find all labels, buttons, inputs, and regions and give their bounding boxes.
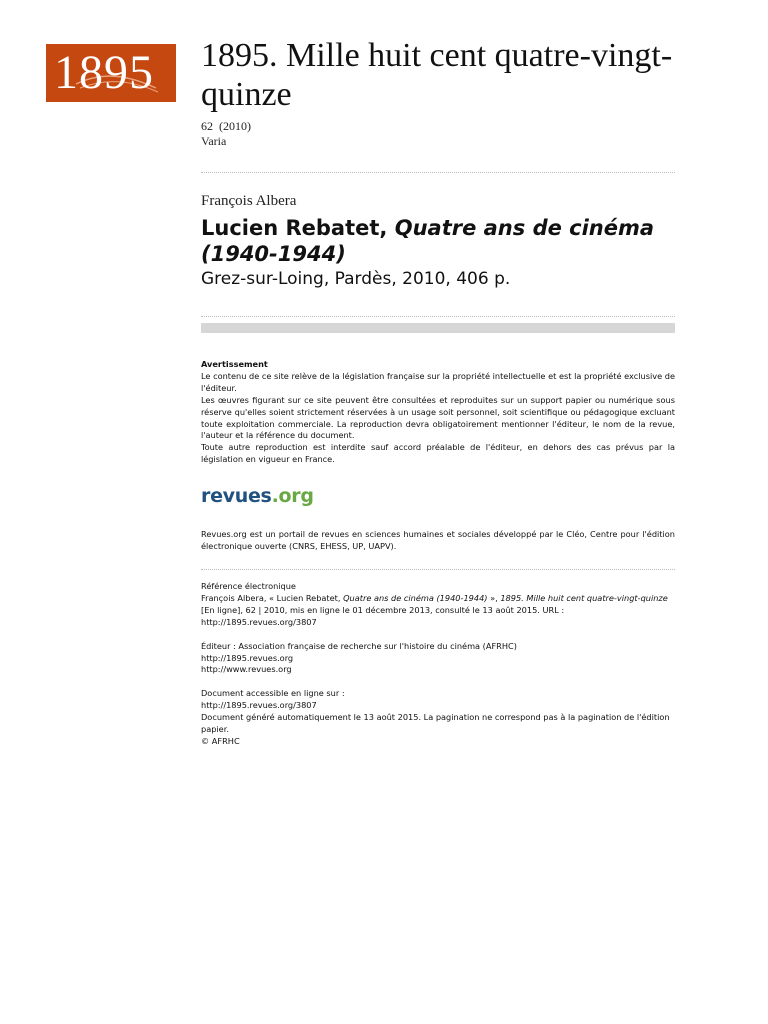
logo-text: 1895	[54, 46, 154, 99]
about-text: Revues.org est un portail de revues en sciences humaines et sociales développé par le Cléo, Centre pour l'édition électronique ouverte (CNRS, EHESS, UP, UAPV).	[201, 529, 675, 551]
issue-info	[201, 119, 251, 149]
article-title	[201, 215, 675, 267]
revues-logo[interactable]	[201, 485, 314, 507]
reference-block	[201, 581, 675, 748]
publisher-line: Éditeur : Association française de recherche sur l'histoire du cinéma (AFRHC)	[201, 640, 517, 651]
warning-paragraph: Le contenu de ce site relève de la législation française sur la propriété intellectuelle et est la propriété exclusive de l'éditeur.	[201, 370, 675, 393]
journal-logo	[46, 44, 176, 102]
warning-paragraph: Toute autre reproduction est interdite sauf accord préalable de l'éditeur, en dehors des cas prévus par la législation en vigueur en France.	[201, 442, 675, 465]
reference-citation	[201, 593, 675, 629]
warning-title: Avertissement	[201, 359, 268, 369]
available-url[interactable]: http://1895.revues.org/3807	[201, 700, 317, 711]
available-heading: Document accessible en ligne sur :	[201, 688, 345, 699]
warning-block	[201, 359, 675, 466]
divider	[201, 316, 675, 317]
article-subtitle: Grez-sur-Loing, Pardès, 2010, 406 p.	[201, 269, 511, 289]
revues-logo-part1: revues	[201, 485, 272, 507]
article-author: François Albera	[201, 193, 297, 209]
issue-year: (2010)	[219, 119, 251, 133]
publisher-url[interactable]: http://www.revues.org	[201, 664, 292, 675]
citation-title: Quatre ans de cinéma (1940-1944)	[343, 592, 488, 603]
citation-author: François Albera, « Lucien Rebatet,	[201, 592, 344, 603]
article-title-italic: Quatre ans de cinéma (1940-1944)	[201, 216, 655, 266]
divider	[201, 172, 675, 173]
issue-section: Varia	[201, 134, 227, 148]
grey-rule	[201, 323, 675, 333]
issue-number: 62	[201, 119, 213, 133]
publisher-url[interactable]: http://1895.revues.org	[201, 652, 294, 663]
divider	[201, 569, 675, 570]
copyright: © AFRHC	[201, 735, 240, 746]
reference-heading: Référence électronique	[201, 581, 296, 591]
citation-details[interactable]: [En ligne], 62 | 2010, mis en ligne le 01 décembre 2013, consulté le 13 août 2015. URL : http://1895.revues.org/3807	[201, 604, 565, 627]
citation-separator: »,	[487, 592, 501, 603]
journal-title: 1895. Mille huit cent quatre-vingt-quinze	[201, 37, 673, 113]
generated-note: Document généré automatiquement le 13 août 2015. La pagination ne correspond pas à la pagination de l'édition papier.	[201, 712, 670, 735]
warning-paragraph: Les œuvres figurant sur ce site peuvent être consultées et reproduites sur un support papier ou numérique sous réserve qu'elles soient strictement réservées à un usage soit personnel, soit scientifique ou pédagogique excluant toute exploitation commerciale. La reproduction devra obligatoirement mentionner l'éditeur, le nom de la revue, l'auteur et la référence du document.	[201, 394, 675, 441]
citation-journal: 1895. Mille huit cent quatre-vingt-quinze	[500, 592, 668, 603]
article-title-plain: Lucien Rebatet,	[201, 216, 395, 240]
about-block	[201, 529, 675, 553]
revues-logo-part2: .org	[271, 485, 314, 507]
